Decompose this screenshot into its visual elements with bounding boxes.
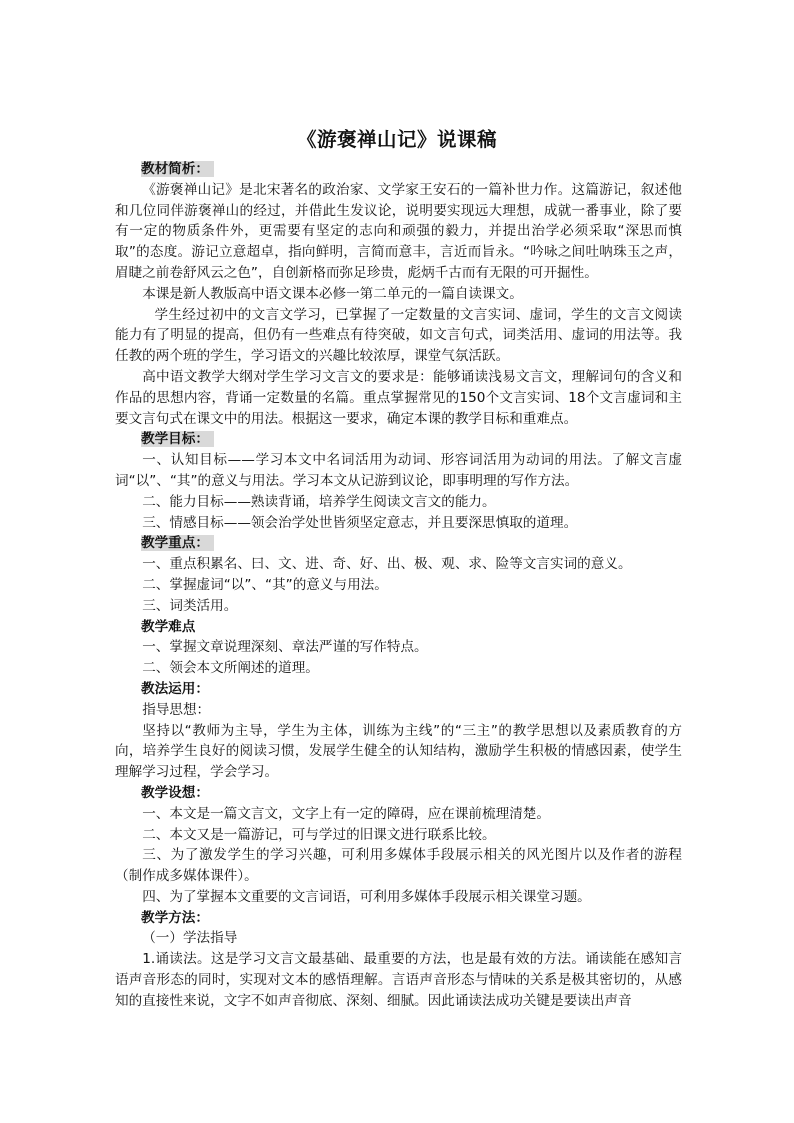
section-heading-goals: 教学目标： <box>115 429 682 450</box>
section-heading-difficulties: 教学难点 <box>141 618 196 635</box>
page-title: 《游褒禅山记》说课稿 <box>296 128 497 151</box>
reading-method-paragraph: 1.诵读法。这是学习文言文最基础、最重要的方法，也是最有效的方法。诵读能在感知言语声音形态的同时，实现对文本的感悟理解。言语声音形态与情味的关系是极其密切的，从感知的直接性来说，文字不如声音彻底、深刻、细腻。因此诵读法成功关键是要读出声音 <box>115 951 682 1009</box>
design-item: 二、本文又是一篇游记，可与学过的旧课文进行联系比较。 <box>142 826 496 843</box>
design-item: 三、为了激发学生的学习兴趣，可利用多媒体手段展示相关的风光图片以及作者的游程（制作成多媒体课件）。 <box>115 847 682 885</box>
design-item: 一、本文是一篇文言文，文字上有一定的障碍，应在课前梳理清楚。 <box>142 805 550 822</box>
key-point-item: 一、重点积累名、曰、文、进、奇、好、出、极、观、求、险等文言实词的意义。 <box>142 556 632 573</box>
section-heading-key-points: 教学重点： <box>115 533 682 554</box>
guiding-thought-label: 指导思想： <box>142 701 211 718</box>
difficulty-item: 一、掌握文章说理深刻、章法严谨的写作特点。 <box>142 639 428 656</box>
section-heading-design: 教学设想： <box>141 784 209 801</box>
material-paragraph-4: 高中语文教学大纲对学生学习文言文的要求是：能够诵读浅易文言文，理解词句的含义和作品的思想内容，背诵一定数量的名篇。重点掌握常见的150个文言实词、18个文言虚词和主要文言句式在课文中的用法。根据这一要求，确定本课的教学目标和重难点。 <box>115 368 682 427</box>
material-paragraph-3: 学生经过初中的文言文学习，已掌握了一定数量的文言实词、虚词，学生的文言文阅读能力有了明显的提高，但仍有一些难点有待突破，如文言句式，词类活用、虚词的用法等。我任教的两个班的学生，学习语文的兴趣比较浓厚，课堂气氛活跃。 <box>115 306 682 365</box>
key-point-item: 三、词类活用。 <box>142 597 238 614</box>
difficulty-item: 二、领会本文所阐述的道理。 <box>142 660 319 677</box>
material-paragraph-1: 《游褒禅山记》是北宋著名的政治家、文学家王安石的一篇补世力作。这篇游记，叙述他和几位同伴游褒禅山的经过，并借此生发议论，说明要实现远大理想，成就一番事业，除了要有一定的物质条件外，更需要有坚定的志向和顽强的毅力，并提出治学必须采取“深思而慎取”的态度。游记立意超卓，指向鲜明，言简而意丰，言近而旨永。“吟咏之间吐呐珠玉之声，眉睫之前卷舒风云之色”，自创新格而弥足珍贵，彪炳千古而有无限的可开掘性。 <box>115 181 682 281</box>
key-point-item: 二、掌握虚词“以”、“其”的意义与用法。 <box>142 576 388 593</box>
goal-item: 二、能力目标——熟读背诵，培养学生阅读文言文的能力。 <box>142 493 496 510</box>
material-paragraph-2: 本课是新人教版高中语文课本必修一第二单元的一篇自读课文。 <box>142 285 523 302</box>
methods-subheading: （一）学法指导 <box>142 930 238 947</box>
goal-item: 三、情感目标——领会治学处世皆须坚定意志，并且要深思慎取的道理。 <box>142 514 578 531</box>
section-heading-material: 教材简析： <box>115 159 682 180</box>
goal-item: 一、认知目标——学习本文中名词活用为动词、形容词活用为动词的用法。了解文言虚词“以”、“其”的意义与用法。学习本文从记游到议论，即事明理的写作方法。 <box>115 452 682 489</box>
section-heading-method-use: 教法运用： <box>141 680 209 697</box>
guiding-thought-paragraph: 坚持以“教师为主导，学生为主体，训练为主线”的“三主”的教学思想以及素质教育的方向，培养学生良好的阅读习惯，发展学生健全的认知结构，激励学生积极的情感因素，使学生理解学习过程，学会学习。 <box>115 722 682 781</box>
section-heading-methods: 教学方法： <box>141 909 209 926</box>
design-item: 四、为了掌握本文重要的文言词语，可利用多媒体手段展示相关课堂习题。 <box>142 888 591 905</box>
document-body <box>115 159 682 1012</box>
